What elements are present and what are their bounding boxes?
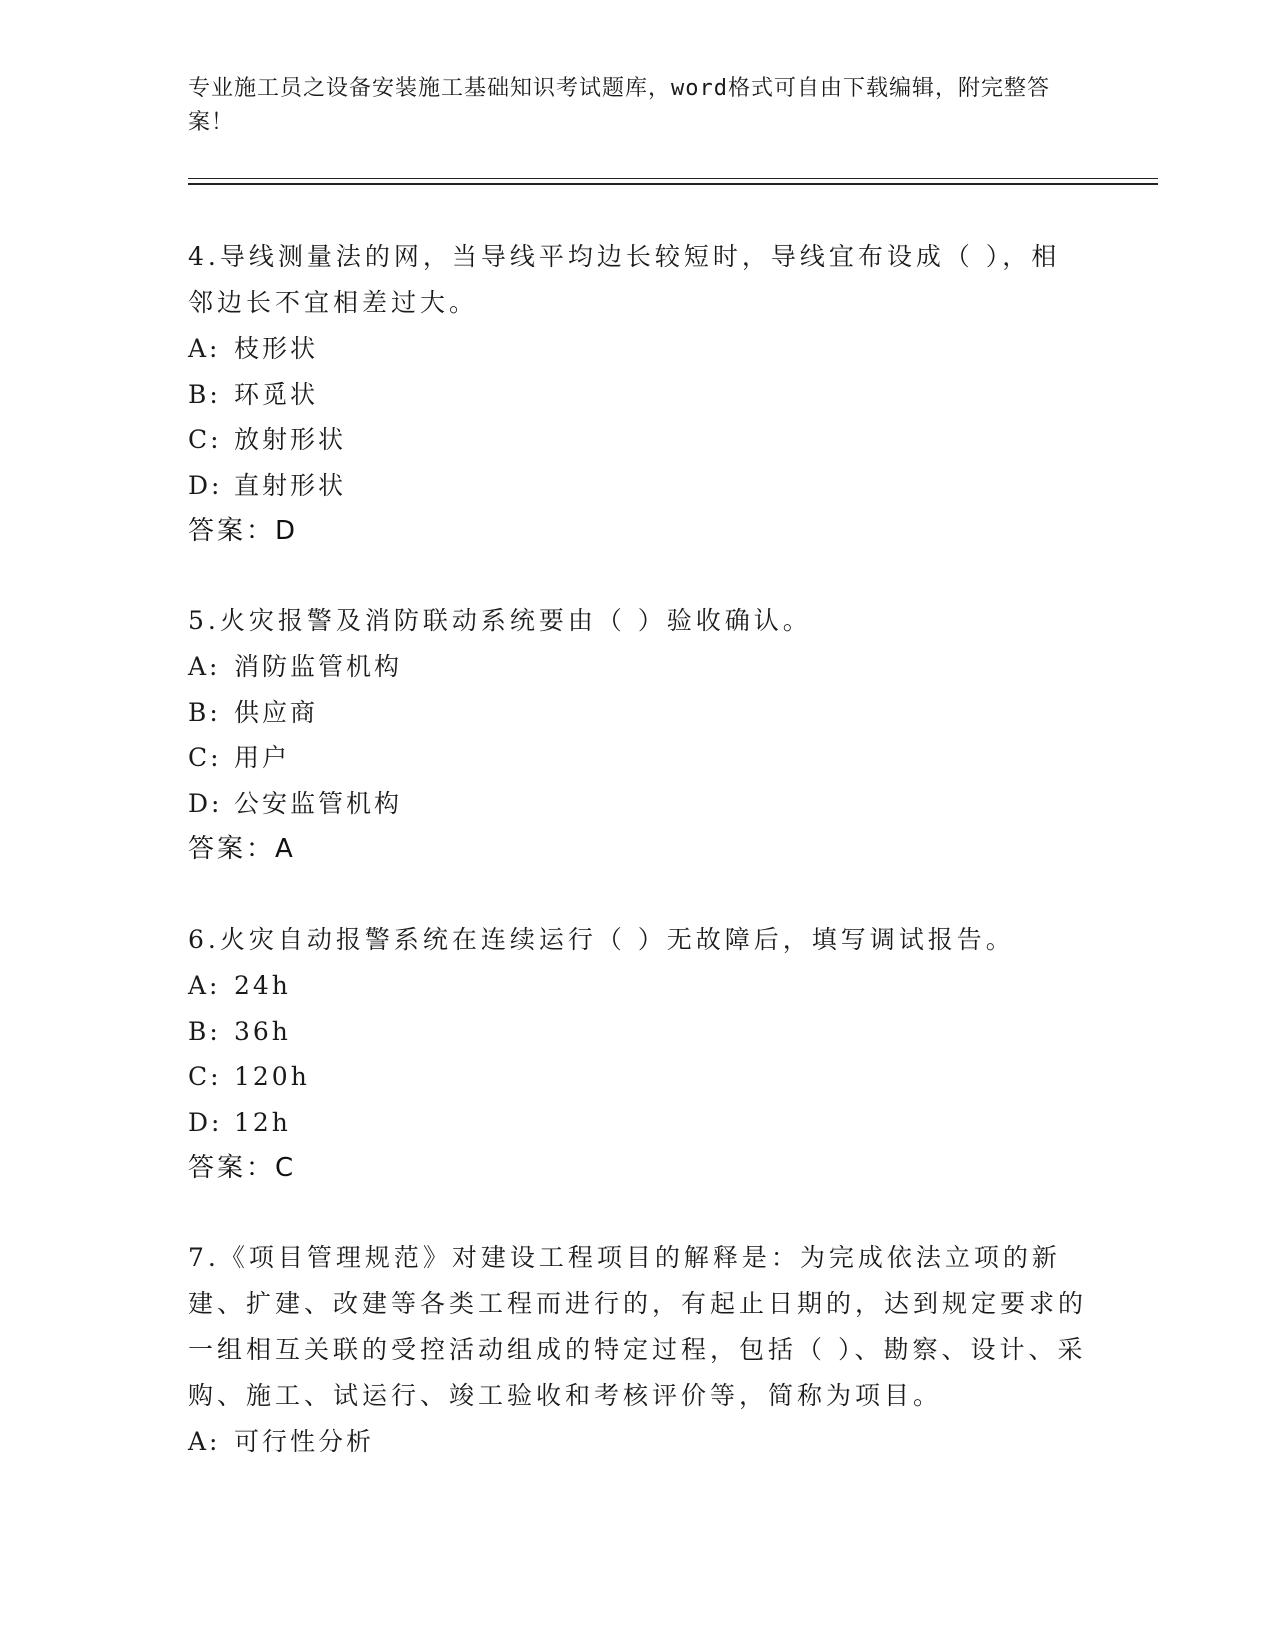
option-text: 36h xyxy=(234,1016,291,1046)
option-text: 24h xyxy=(234,971,291,1000)
option-d xyxy=(188,781,1088,827)
option-letter: D: xyxy=(188,788,223,818)
option-text: 12h xyxy=(234,1107,291,1137)
question-stem: 4.导线测量法的网，当导线平均边长较短时，导线宜布设成（ ），相邻边长不宜相差过大。 xyxy=(188,242,1061,317)
answer-label: 答案： xyxy=(188,834,276,864)
header-divider-thick xyxy=(188,183,1158,185)
option-text: 放射形状 xyxy=(234,425,347,454)
option-b xyxy=(188,1009,1088,1055)
option-text: 供应商 xyxy=(234,697,319,727)
option-a xyxy=(188,963,1088,1009)
option-letter: D: xyxy=(188,470,223,500)
option-a xyxy=(188,1419,1088,1465)
question-stem: 5.火灾报警及消防联动系统要由（ ）验收确认。 xyxy=(188,606,812,635)
answer-value: A xyxy=(275,834,295,864)
option-b xyxy=(188,372,1088,418)
option-letter: B: xyxy=(188,1016,221,1046)
option-letter: D: xyxy=(188,1107,223,1137)
option-letter: A: xyxy=(188,652,221,681)
option-c xyxy=(188,417,1088,463)
option-text: 环觅状 xyxy=(234,379,319,409)
option-letter: A: xyxy=(188,334,221,363)
option-c xyxy=(188,1054,1088,1100)
answer-line xyxy=(188,826,1088,872)
option-letter: C: xyxy=(188,743,222,772)
answer-label: 答案： xyxy=(188,1153,276,1183)
answer-value: C xyxy=(275,1153,296,1183)
option-letter: C: xyxy=(188,425,222,454)
option-text: 用户 xyxy=(234,743,291,772)
option-text: 公安监管机构 xyxy=(234,788,403,818)
option-letter: C: xyxy=(188,1062,222,1091)
option-text: 消防监管机构 xyxy=(234,652,403,681)
option-letter: A: xyxy=(188,971,221,1000)
option-letter: B: xyxy=(188,379,221,409)
option-text: 可行性分析 xyxy=(234,1427,375,1456)
question-6 xyxy=(188,917,1088,1191)
question-5 xyxy=(188,598,1088,872)
option-text: 枝形状 xyxy=(234,334,319,363)
option-text: 120h xyxy=(234,1062,310,1091)
option-text: 直射形状 xyxy=(234,470,347,500)
answer-line xyxy=(188,1145,1088,1191)
answer-value: D xyxy=(275,516,298,546)
option-a xyxy=(188,644,1088,690)
option-d xyxy=(188,463,1088,509)
question-stem: 7.《项目管理规范》对建设工程项目的解释是：为完成依法立项的新建、扩建、改建等各类工程而进行的，有起止日期的，达到规定要求的一组相互关联的受控活动组成的特定过程，包括（ ）、勘察、设计、采购、施工、试运行、竣工验收和考核评价等，简称为项目。 xyxy=(188,1243,1088,1410)
option-a xyxy=(188,326,1088,372)
option-letter: A: xyxy=(188,1427,221,1456)
question-stem: 6.火灾自动报警系统在连续运行（ ）无故障后，填写调试报告。 xyxy=(188,925,1015,954)
answer-line xyxy=(188,508,1088,554)
header-divider-thin xyxy=(188,178,1158,179)
document-header: 专业施工员之设备安装施工基础知识考试题库，word格式可自由下载编辑，附完整答案！ xyxy=(188,76,1050,135)
answer-label: 答案： xyxy=(188,516,276,546)
option-b xyxy=(188,690,1088,736)
question-7 xyxy=(188,1235,1088,1465)
option-d xyxy=(188,1100,1088,1146)
question-4 xyxy=(188,234,1088,554)
option-c xyxy=(188,735,1088,781)
option-letter: B: xyxy=(188,697,221,727)
